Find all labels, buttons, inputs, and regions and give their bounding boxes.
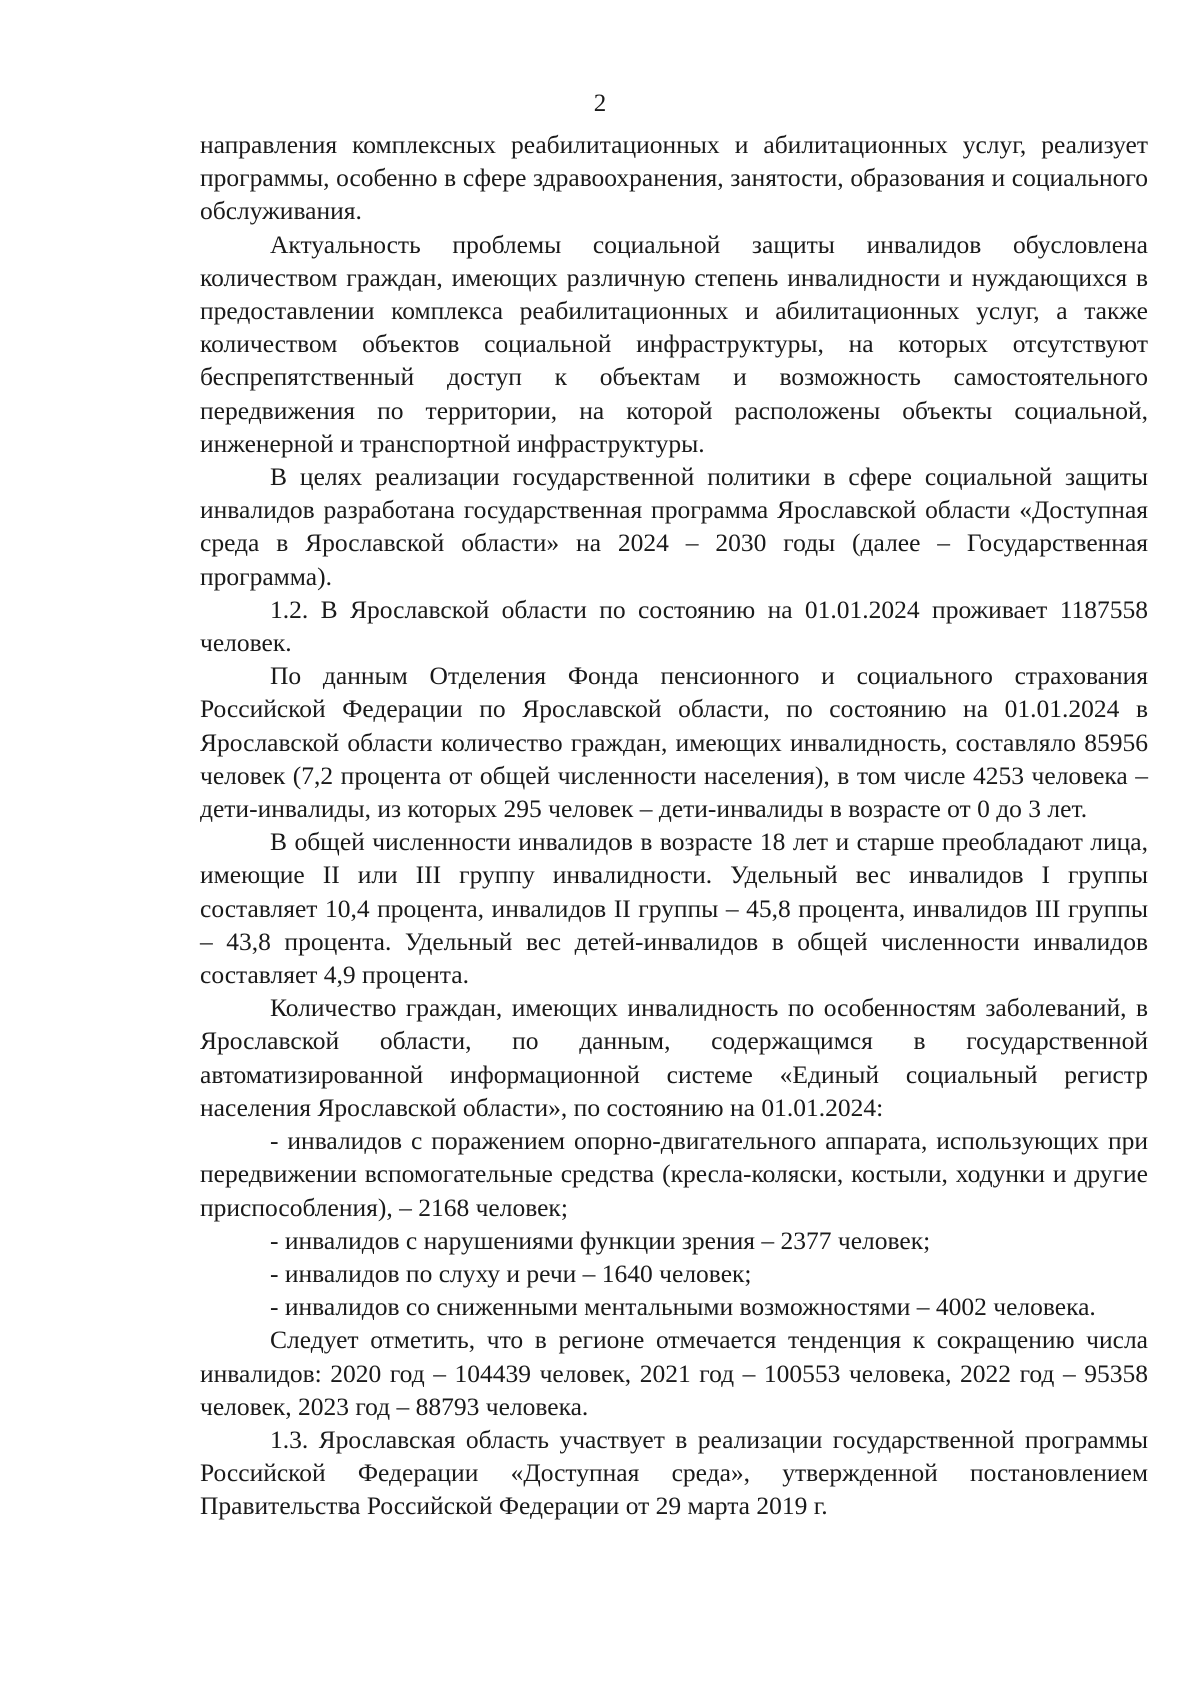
paragraph-section-1-3: 1.3. Ярославская область участвует в реализации государственной программы Российской Федерации «Доступная среда», утвержденной постановлением Правительства Российской Федерации от 29 марта 2019 г.: [200, 1424, 1148, 1521]
paragraph-continuation: направления комплексных реабилитационных и абилитационных услуг, реализует программы, особенно в сфере здравоохранения, занятости, образования и социального обслуживания.: [200, 130, 1148, 226]
paragraph-fund-data: По данным Отделения Фонда пенсионного и социального страхования Российской Федерации по Ярославской области, по состоянию на 01.01.2024 в Ярославской области количество граждан, имеющих инвалидность, составляло 85956 человек (7,2 процента от общей численности населения), в том числе 4253 человека – дети-инвалиды, из которых 295 человек – дети-инвалиды в возрасте от 0 до 3 лет.: [200, 661, 1148, 824]
list-item-hearing: - инвалидов по слуху и речи – 1640 человек;: [270, 1258, 752, 1288]
paragraph-program-purpose: В целях реализации государственной политики в сфере социальной защиты инвалидов разработана государственная программа Ярославской области «Доступная среда в Ярославской области» на 2024 – 2030 годы (далее – Государственная программа).: [200, 462, 1148, 591]
paragraph-trend: Следует отметить, что в регионе отмечается тенденция к сокращению числа инвалидов: 2020 год – 104439 человек, 2021 год – 100553 человека, 2022 год – 95358 человек, 2023 год – 88793 человека.: [200, 1325, 1148, 1421]
list-item-vision: - инвалидов с нарушениями функции зрения – 2377 человек;: [270, 1225, 931, 1255]
paragraph-section-1-2: 1.2. В Ярославской области по состоянию на 01.01.2024 проживает 1187558 человек.: [200, 594, 1148, 658]
document-body: [200, 128, 1148, 1523]
paragraph-disability-groups: В общей численности инвалидов в возрасте 18 лет и старше преобладают лица, имеющие II или III группу инвалидности. Удельный вес инвалидов I группы составляет 10,4 процента, инвалидов II группы – 45,8 процента, инвалидов III группы – 43,8 процента. Удельный вес детей-инвалидов в общей численности инвалидов составляет 4,9 процента.: [200, 827, 1148, 990]
paragraph-relevance: Актуальность проблемы социальной защиты инвалидов обусловлена количеством граждан, имеющих различную степень инвалидности и нуждающихся в предоставлении комплекса реабилитационных и абилитационных услуг, а также количеством объектов социальной инфраструктуры, на которых отсутствуют беспрепятственный доступ к объектам и возможность самостоятельного передвижения по территории, на которой расположены объекты социальной, инженерной и транспортной инфраструктуры.: [200, 229, 1148, 458]
list-item-musculoskeletal: - инвалидов с поражением опорно-двигательного аппарата, использующих при передвижении вспомогательные средства (кресла-коляски, костыли, ходунки и другие приспособления), – 2168 человек;: [200, 1126, 1148, 1222]
paragraph-disease-features: Количество граждан, имеющих инвалидность по особенностям заболеваний, в Ярославской области, по данным, содержащимся в государственной автоматизированной информационной системе «Единый социальный регистр населения Ярославской области», по состоянию на 01.01.2024:: [200, 993, 1148, 1122]
list-item-mental: - инвалидов со сниженными ментальными возможностями – 4002 человека.: [270, 1292, 1096, 1322]
page-number: 2: [593, 90, 607, 117]
